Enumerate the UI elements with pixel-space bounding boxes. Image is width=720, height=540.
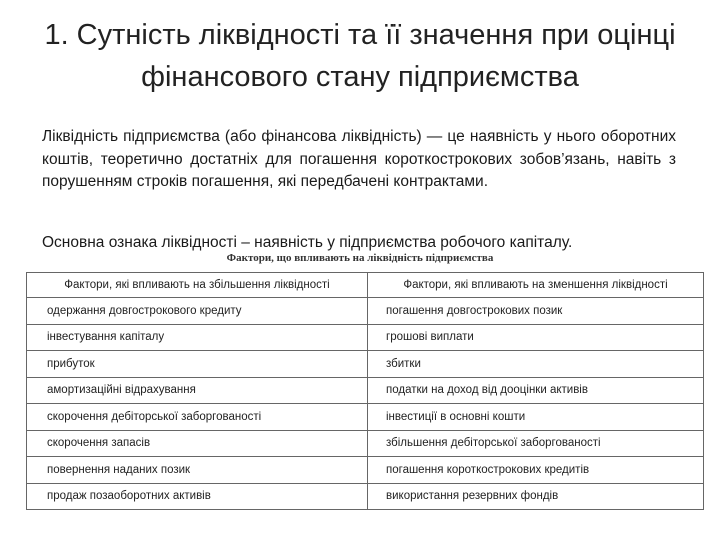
table-row — [27, 457, 704, 484]
header-decrease-factors: Фактори, які впливають на зменшення ліквідності — [368, 273, 704, 298]
increase-factor-cell: скорочення запасів — [27, 430, 368, 457]
table-header-row — [27, 273, 704, 298]
decrease-factor-cell: погашення короткострокових кредитів — [368, 457, 704, 484]
increase-factor-cell: одержання довгострокового кредиту — [27, 298, 368, 325]
increase-factor-cell: продаж позаоборотних активів — [27, 483, 368, 510]
increase-factor-cell: прибуток — [27, 351, 368, 378]
decrease-factor-cell: інвестиції в основні кошти — [368, 404, 704, 431]
increase-factor-cell: інвестування капіталу — [27, 324, 368, 351]
increase-factor-cell: повернення наданих позик — [27, 457, 368, 484]
table-caption: Фактори, що впливають на ліквідність підприємства — [226, 252, 494, 264]
table-row — [27, 404, 704, 431]
decrease-factor-cell: податки на доход від дооцінки активів — [368, 377, 704, 404]
increase-factor-cell: амортизаційні відрахування — [27, 377, 368, 404]
decrease-factor-cell: грошові виплати — [368, 324, 704, 351]
increase-factor-cell: скорочення дебіторської заборгованості — [27, 404, 368, 431]
decrease-factor-cell: використання резервних фондів — [368, 483, 704, 510]
decrease-factor-cell: збитки — [368, 351, 704, 378]
table-row — [27, 377, 704, 404]
decrease-factor-cell: погашення довгострокових позик — [368, 298, 704, 325]
decrease-factor-cell: збільшення дебіторської заборгованості — [368, 430, 704, 457]
liquidity-factors-table — [26, 272, 704, 510]
table-row — [27, 351, 704, 378]
table-row — [27, 430, 704, 457]
slide-title: 1. Сутність ліквідності та її значення при оцінці фінансового стану підприємства — [44, 19, 676, 93]
liquidity-definition-text: Ліквідність підприємства (або фінансова ліквідність) — це наявність у нього оборотних коштів, теоретично достатніх для погашення короткострокових зобов’язань, навіть з порушенням строків погашення, які передбачені контрактами. — [42, 128, 676, 190]
table-row — [27, 298, 704, 325]
table-row — [27, 483, 704, 510]
table-row — [27, 324, 704, 351]
header-increase-factors: Фактори, які впливають на збільшення ліквідності — [27, 273, 368, 298]
key-sign-text: Основна ознака ліквідності – наявність у підприємства робочого капіталу. — [42, 234, 573, 251]
